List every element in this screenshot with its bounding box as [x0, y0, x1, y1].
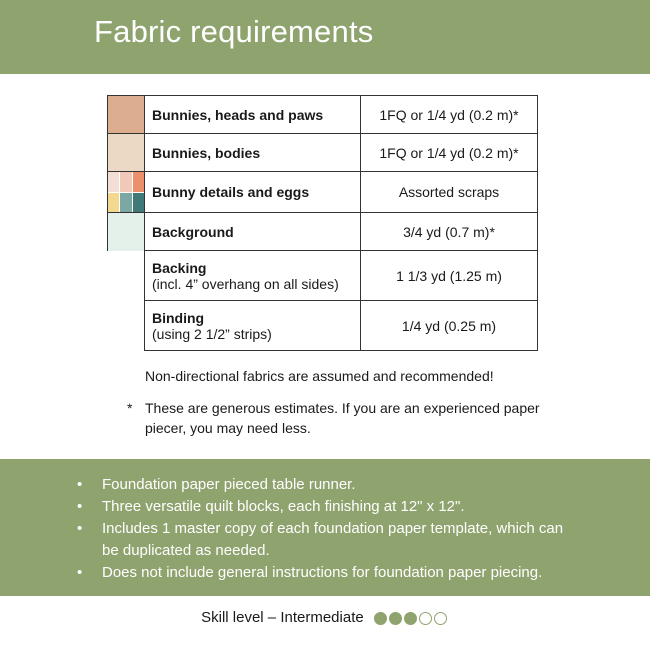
list-item: • Includes 1 master copy of each foundation paper template, which can be duplicated as needed. [77, 520, 564, 559]
header-banner [0, 0, 650, 74]
swatch-background [108, 213, 145, 251]
fabric-amount: 1 1/3 yd (1.25 m) [361, 251, 538, 301]
table-row [108, 96, 538, 134]
fabric-amount: Assorted scraps [361, 172, 538, 213]
fabric-amount: 1FQ or 1/4 yd (0.2 m)* [361, 134, 538, 172]
page-title: Fabric requirements [94, 14, 374, 49]
empty-dot-icon [419, 612, 432, 625]
directional-note: Non-directional fabrics are assumed and recommended! [145, 368, 494, 384]
fabric-name: Backing [152, 259, 207, 276]
skill-label: Skill level – Intermediate [201, 609, 364, 626]
fabric-amount: 1/4 yd (0.25 m) [361, 301, 538, 351]
filled-dot-icon [404, 612, 417, 625]
fabric-table [107, 95, 538, 351]
empty-dot-icon [434, 612, 447, 625]
fabric-note: (using 2 1/2” strips) [152, 325, 272, 342]
bullet-icon: • [77, 476, 83, 493]
table-row [108, 213, 538, 251]
fabric-name: Bunnies, heads and paws [152, 106, 324, 123]
bullet-icon: • [77, 564, 83, 581]
asterisk: * [127, 400, 133, 416]
bullet-icon: • [77, 520, 83, 537]
fabric-amount: 1FQ or 1/4 yd (0.2 m)* [361, 96, 538, 134]
filled-dot-icon [374, 612, 387, 625]
estimate-note [127, 398, 547, 438]
list-item: • Does not include general instructions for foundation paper piecing. [77, 562, 582, 584]
table-row [108, 172, 538, 213]
table-row [108, 134, 538, 172]
features-band [0, 459, 650, 596]
fabric-name: Bunny details and eggs [152, 184, 310, 200]
list-item: • Foundation paper pieced table runner. [77, 474, 582, 496]
table-row [108, 251, 538, 301]
fabric-name: Background [152, 223, 234, 240]
swatch-bodies [108, 134, 145, 172]
skill-rating [374, 596, 449, 640]
skill-level [0, 596, 650, 650]
fabric-amount: 3/4 yd (0.7 m)* [361, 213, 538, 251]
features-list [77, 474, 582, 584]
filled-dot-icon [389, 612, 402, 625]
swatch-scraps [108, 172, 145, 213]
fabric-note: (incl. 4” overhang on all sides) [152, 275, 339, 292]
estimate-note-text: These are generous estimates. If you are an experienced paper piecer, you may need less. [145, 400, 540, 436]
fabric-name: Binding [152, 309, 205, 326]
bullet-icon: • [77, 498, 83, 515]
list-item: • Three versatile quilt blocks, each finishing at 12" x 12". [77, 496, 582, 518]
swatch-heads [108, 96, 145, 134]
table-row [108, 301, 538, 351]
fabric-name: Bunnies, bodies [152, 144, 261, 161]
